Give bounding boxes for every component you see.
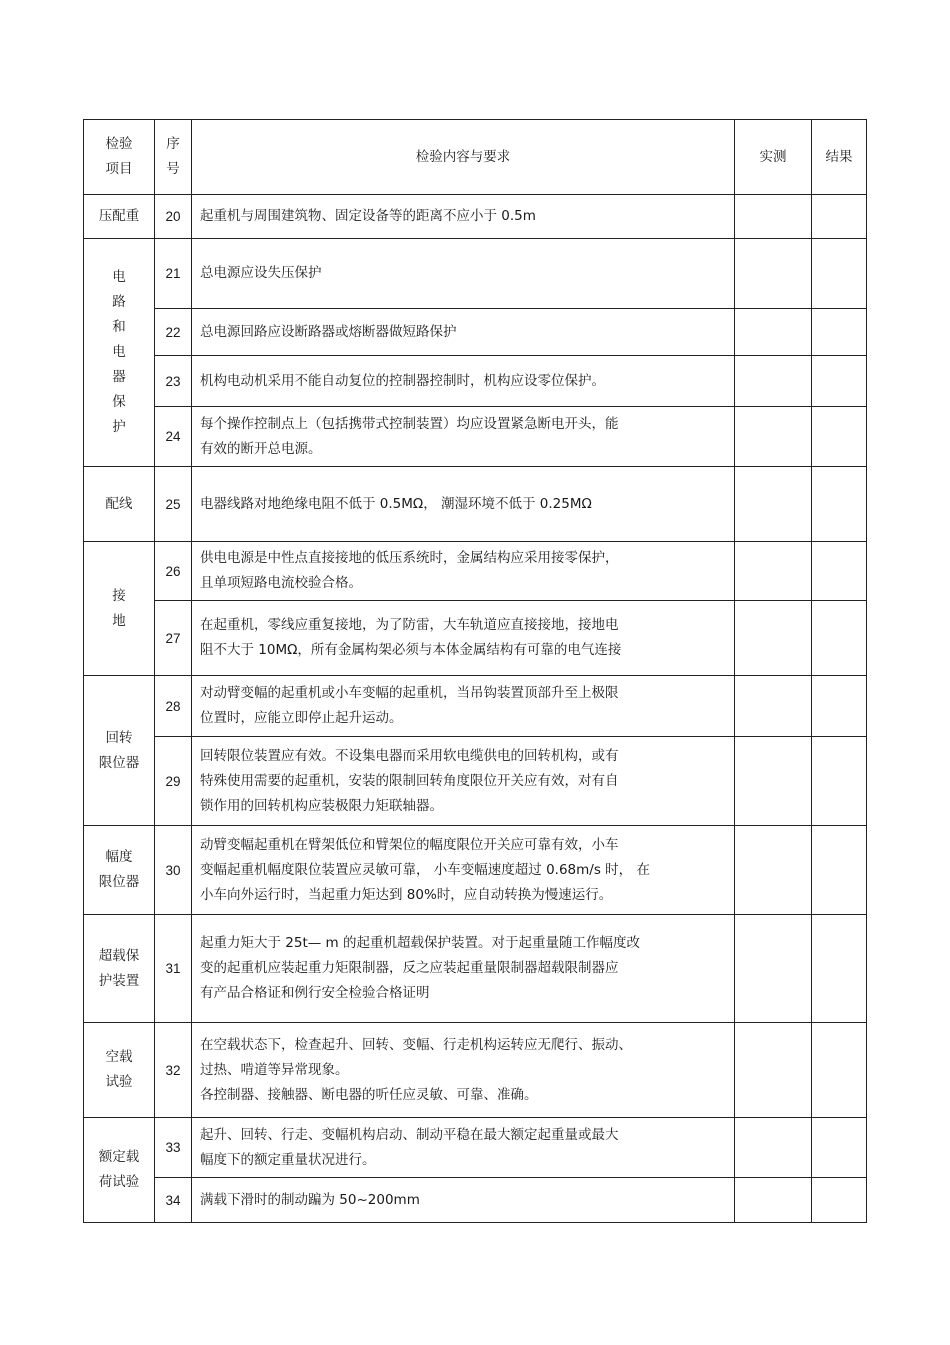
table-row (84, 309, 867, 356)
table-row (84, 915, 867, 1023)
seq-cell: 32 (155, 1023, 192, 1118)
seq-cell: 30 (155, 826, 192, 915)
seq-cell: 27 (155, 601, 192, 676)
category-cell: 回转 限位器 (84, 676, 155, 826)
content-cell: 机构电动机采用不能自动复位的控制器控制时，机构应设零位保护。 (192, 356, 735, 407)
content-cell: 对动臂变幅的起重机或小车变幅的起重机，当吊钩装置顶部升至上极限 位置时，应能立即停止起升运动。 (192, 676, 735, 737)
result-cell[interactable] (812, 195, 867, 239)
category-cell: 压配重 (84, 195, 155, 239)
measured-cell[interactable] (735, 826, 812, 915)
result-cell[interactable] (812, 239, 867, 309)
table-row (84, 542, 867, 601)
seq-cell: 33 (155, 1118, 192, 1178)
header-seq: 序 号 (155, 120, 192, 195)
content-cell: 动臂变幅起重机在臂架低位和臂架位的幅度限位开关应可靠有效，小车 变幅起重机幅度限位装置应灵敏可靠， 小车变幅速度超过 0.68m/s 时， 在 小车向外运行时，当起重力矩达到 80%时，应自动转换为慢速运行。 (192, 826, 735, 915)
content-cell: 回转限位装置应有效。不设集电器而采用软电缆供电的回转机构，或有 特殊使用需要的起重机，安装的限制回转角度限位开关应有效，对有自 锁作用的回转机构应装极限力矩联轴器。 (192, 737, 735, 826)
seq-cell: 34 (155, 1178, 192, 1223)
measured-cell[interactable] (735, 737, 812, 826)
content-cell: 在起重机，零线应重复接地，为了防雷，大车轨道应直接接地，接地电 阻不大于 10MΩ，所有金属构架必须与本体金属结构有可靠的电气连接 (192, 601, 735, 676)
seq-cell: 23 (155, 356, 192, 407)
result-cell[interactable] (812, 826, 867, 915)
table-row (84, 737, 867, 826)
inspection-table (83, 119, 867, 1223)
table-row (84, 601, 867, 676)
measured-cell[interactable] (735, 356, 812, 407)
result-cell[interactable] (812, 356, 867, 407)
header-category: 检验 项目 (84, 120, 155, 195)
measured-cell[interactable] (735, 309, 812, 356)
measured-cell[interactable] (735, 467, 812, 542)
result-cell[interactable] (812, 601, 867, 676)
measured-cell[interactable] (735, 407, 812, 467)
header-row (84, 120, 867, 195)
content-cell: 电器线路对地绝缘电阻不低于 0.5MΩ， 潮湿环境不低于 0.25MΩ (192, 467, 735, 542)
content-cell: 供电电源是中性点直接接地的低压系统时，金属结构应采用接零保护， 且单项短路电流校验合格。 (192, 542, 735, 601)
category-cell: 额定载 荷试验 (84, 1118, 155, 1223)
content-cell: 起重机与周围建筑物、固定设备等的距离不应小于 0.5m (192, 195, 735, 239)
measured-cell[interactable] (735, 239, 812, 309)
content-cell: 起重力矩大于 25t— m 的起重机超载保护装置。对于起重量随工作幅度改 变的起重机应装起重力矩限制器，反之应装起重量限制器超载限制器应 有产品合格证和例行安全检验合格证明 (192, 915, 735, 1023)
header-result: 结果 (812, 120, 867, 195)
result-cell[interactable] (812, 1023, 867, 1118)
header-content: 检验内容与要求 (192, 120, 735, 195)
category-cell: 接 地 (84, 542, 155, 676)
result-cell[interactable] (812, 915, 867, 1023)
result-cell[interactable] (812, 309, 867, 356)
table-row (84, 1118, 867, 1178)
result-cell[interactable] (812, 1178, 867, 1223)
result-cell[interactable] (812, 737, 867, 826)
table-row (84, 467, 867, 542)
seq-cell: 22 (155, 309, 192, 356)
content-cell: 总电源回路应设断路器或熔断器做短路保护 (192, 309, 735, 356)
seq-cell: 26 (155, 542, 192, 601)
table-row (84, 407, 867, 467)
seq-cell: 29 (155, 737, 192, 826)
table-row (84, 676, 867, 737)
result-cell[interactable] (812, 676, 867, 737)
result-cell[interactable] (812, 542, 867, 601)
table-row (84, 356, 867, 407)
measured-cell[interactable] (735, 542, 812, 601)
table-row (84, 195, 867, 239)
header-measured: 实测 (735, 120, 812, 195)
table-row (84, 239, 867, 309)
seq-cell: 24 (155, 407, 192, 467)
measured-cell[interactable] (735, 915, 812, 1023)
seq-cell: 28 (155, 676, 192, 737)
seq-cell: 25 (155, 467, 192, 542)
measured-cell[interactable] (735, 601, 812, 676)
category-cell: 电 路 和 电 器 保 护 (84, 239, 155, 467)
table-row (84, 1023, 867, 1118)
measured-cell[interactable] (735, 1023, 812, 1118)
category-cell: 超载保 护装置 (84, 915, 155, 1023)
measured-cell[interactable] (735, 195, 812, 239)
measured-cell[interactable] (735, 1118, 812, 1178)
seq-cell: 20 (155, 195, 192, 239)
seq-cell: 21 (155, 239, 192, 309)
category-cell: 空载 试验 (84, 1023, 155, 1118)
category-cell: 幅度 限位器 (84, 826, 155, 915)
content-cell: 在空载状态下，检查起升、回转、变幅、行走机构运转应无爬行、振动、 过热、啃道等异常现象。 各控制器、接触器、断电器的听任应灵敏、可靠、准确。 (192, 1023, 735, 1118)
measured-cell[interactable] (735, 1178, 812, 1223)
category-cell: 配线 (84, 467, 155, 542)
result-cell[interactable] (812, 407, 867, 467)
result-cell[interactable] (812, 1118, 867, 1178)
content-cell: 总电源应设失压保护 (192, 239, 735, 309)
measured-cell[interactable] (735, 676, 812, 737)
table-row (84, 826, 867, 915)
result-cell[interactable] (812, 467, 867, 542)
content-cell: 起升、回转、行走、变幅机构启动、制动平稳在最大额定起重量或最大 幅度下的额定重量状况进行。 (192, 1118, 735, 1178)
content-cell: 每个操作控制点上（包括携带式控制装置）均应设置紧急断电开头，能 有效的断开总电源。 (192, 407, 735, 467)
content-cell: 满载下滑时的制动蹁为 50~200mm (192, 1178, 735, 1223)
table-row (84, 1178, 867, 1223)
seq-cell: 31 (155, 915, 192, 1023)
